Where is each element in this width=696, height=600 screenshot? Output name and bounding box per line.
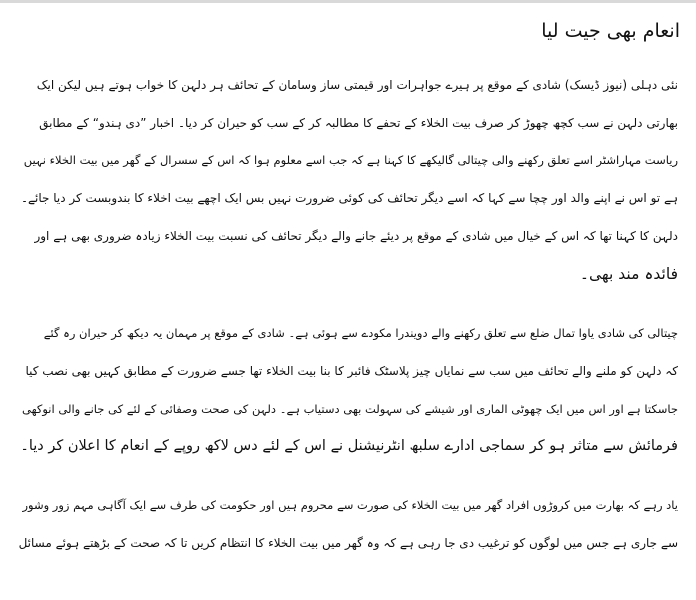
- paragraph-line: فرمائش سے متاثر ہو کر سماجی ادارے سلبھ انٹرنیشنل نے اس کے لئے دس لاکھ روپے کے انعام کا اعلان کر دیا۔: [20, 438, 678, 454]
- article-headline: انعام بھی جیت لیا: [541, 20, 680, 42]
- paragraph-line: جاسکتا ہے اور اس میں ایک چھوٹی الماری اور شیشے کی سہولت بھی دستیاب ہے۔ دلہن کی صحت وصفائی کے لئے کی جانے والی انوکھی: [22, 402, 678, 416]
- top-divider: [0, 0, 696, 3]
- paragraph-line: یاد رہے کہ بھارت میں کروڑوں افراد گھر میں بیت الخلاء کی صورت سے محروم ہیں اور حکومت کی طرف سے ایک آگاہی مہم زور وشور: [22, 498, 678, 512]
- paragraph-line: نئی دہلی (نیوز ڈیسک) شادی کے موقع پر ہیرے جواہرات اور قیمتی ساز وسامان کے تحائف ہر دلہن کا خواب ہوتے ہیں لیکن ایک: [36, 78, 678, 92]
- paragraph-line: دلہن کا کہنا تھا کہ اس کے خیال میں شادی کے موقع پر دیئے جانے والے دیگر تحائف کی نسبت بیت الخلاء زیادہ ضروری بھی ہے اور: [34, 229, 678, 243]
- paragraph-line: کہ دلہن کو ملنے والے تحائف میں سب سے نمایاں چیز پلاسٹک فائبر کا بنا بیت الخلاء تھا جسے ضرورت کے مطابق کہیں بھی نصب کیا: [25, 364, 678, 378]
- paragraph-line: بھارتی دلہن نے سب کچھ چھوڑ کر صرف بیت الخلاء کے تحفے کا مطالبہ کر کے سب کو حیران کر دیا۔ اخبار ”دی ہندو“ کے مطابق: [39, 116, 678, 130]
- paragraph-line: ہے تو اس نے اپنے والد اور چچا سے کہا کہ اسے دیگر تحائف کی کوئی ضرورت نہیں بس ایک اچھے بیت اخلاء کا بندوبست کر دیا جائے۔: [20, 191, 678, 205]
- paragraph-line: چیتالی کی شادی یاوا تمال ضلع سے تعلق رکھنے والے دویندرا مکودے سے ہوئی ہے۔ شادی کے موقع پر مہمان یہ دیکھ کر حیران رہ گئے: [43, 326, 678, 340]
- paragraph-line: ریاست مہاراشٹر اسے تعلق رکھنے والی چیتالی گالیکھے کا کہنا ہے کہ جب اسے معلوم ہوا کہ اس کے سسرال کے گھر میں بیت الخلاء نہیں: [23, 153, 678, 167]
- paragraph-line: سے جاری ہے جس میں لوگوں کو ترغیب دی جا رہی ہے کہ وہ گھر میں بیت الخلاء کا انتظام کریں تا کہ صحت کے بڑھتے ہوئے مسائل: [18, 536, 678, 550]
- paragraph-line: فائدہ مند بھی۔: [579, 265, 678, 283]
